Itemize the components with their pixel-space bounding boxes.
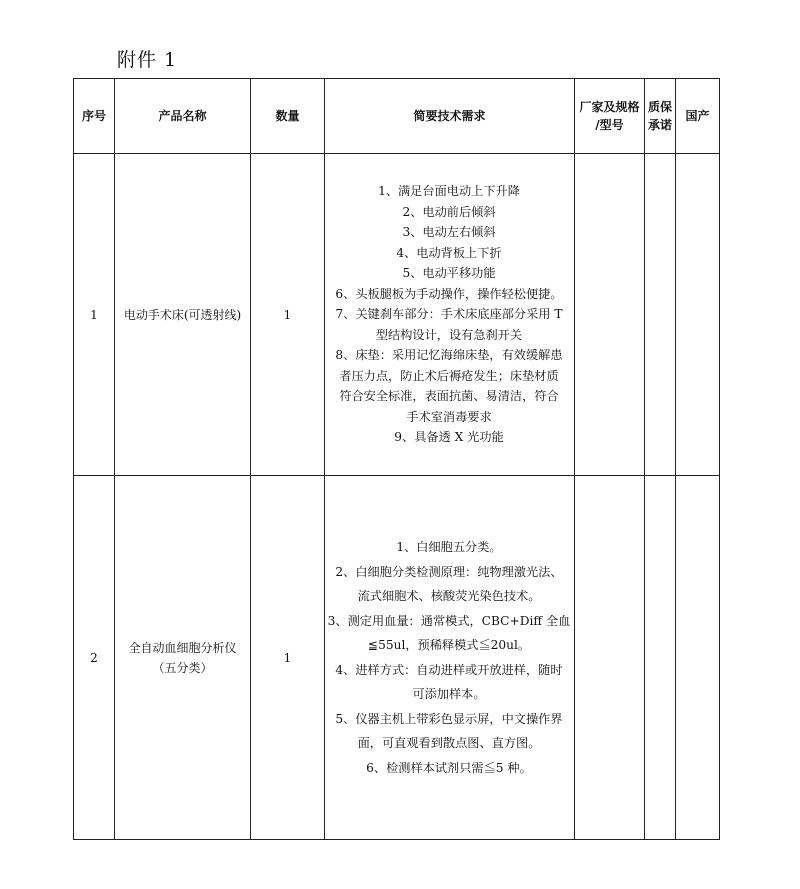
requirements-cell [325,154,575,476]
product-name-line2: （五分类） [152,660,213,675]
requirements-cell [325,476,575,840]
requirement-line: 4、进样方式：自动进样或开放进样，随时 [335,662,563,677]
requirement-line: 8、床垫：采用记忆海绵床垫，有效缓解患 [335,348,563,363]
product-name: 电动手术床(可透射线) [115,154,251,476]
product-name-line1: 全自动血细胞分析仪 [128,640,237,655]
spec-table [73,78,720,840]
warranty-cell [645,154,676,476]
table-row [74,154,720,476]
requirement-line: 1、满足台面电动上下升降 [378,184,520,199]
requirement-line: 符合安全标准，表面抗菌、易清洁，符合 [339,389,559,404]
warranty-cell [645,476,676,840]
requirement-line: 4、电动背板上下折 [396,245,502,260]
requirement-line: 3、测定用血量：通常模式，CBC+Diff 全血 [327,613,571,628]
requirement-line: 5、电动平移功能 [402,266,496,281]
product-name [115,476,251,840]
quantity: 1 [251,154,325,476]
requirement-line: 3、电动左右倾斜 [402,225,496,240]
requirement-line: 手术室消毒要求 [406,409,492,424]
origin-cell [676,154,720,476]
header-warranty [645,79,676,154]
header-manufacturer [575,79,645,154]
origin-cell [676,476,720,840]
requirement-line: 7、关键刹车部分：手术床底座部分采用 T [335,307,563,322]
requirements-list [325,181,574,448]
requirement-line: 9、具备透 X 光功能 [394,430,504,445]
manufacturer-cell [575,154,645,476]
header-no: 序号 [74,79,115,154]
requirements-list [325,535,574,780]
row-number: 2 [74,476,115,840]
header-warranty-line1: 质保 [647,100,672,114]
requirement-line: 2、白细胞分类检测原理：纯物理激光法、 [335,564,563,579]
requirement-line: 2、电动前后倾斜 [402,204,496,219]
requirement-line: 型结构设计，设有急刹开关 [375,327,523,342]
requirement-line: 可添加样本。 [412,687,486,701]
attachment-title: 附件 1 [117,49,178,71]
header-requirements: 简要技术需求 [325,79,575,154]
header-product-name: 产品名称 [115,79,251,154]
requirement-line: ≦55ul，预稀释模式≦20ul。 [367,638,531,652]
quantity: 1 [251,476,325,840]
header-warranty-line2: 承诺 [647,118,672,132]
header-manufacturer-line1: 厂家及规格 [579,100,640,114]
table-header-row [74,79,720,154]
manufacturer-cell [575,476,645,840]
requirement-line: 5、仪器主机上带彩色显示屏，中文操作界 [335,711,563,726]
table-row [74,476,720,840]
header-quantity: 数量 [251,79,325,154]
requirement-line: 6、检测样本试剂只需≦5 种。 [366,760,532,775]
header-origin: 国产 [676,79,720,154]
header-manufacturer-line2: /型号 [595,118,624,132]
requirement-line: 1、白细胞五分类。 [396,540,502,554]
requirement-line: 面，可直观看到散点图、直方图。 [357,736,541,750]
requirement-line: 流式细胞术、核酸荧光染色技术。 [357,589,541,603]
requirement-line: 者压力点，防止术后褥疮发生；床垫材质 [339,368,559,383]
requirement-line: 6、头板腿板为手动操作，操作轻松便捷。 [335,286,563,301]
row-number: 1 [74,154,115,476]
